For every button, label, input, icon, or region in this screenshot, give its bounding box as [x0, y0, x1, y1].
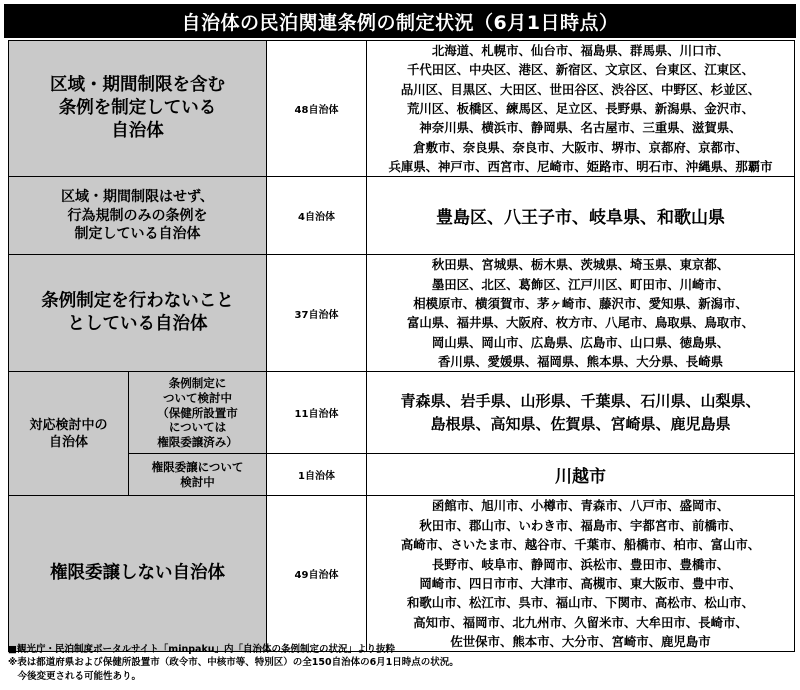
- table-row: [9, 177, 795, 255]
- municipality-count: 4自治体: [267, 177, 367, 255]
- municipality-list: 北海道、札幌市、仙台市、福島県、群馬県、川口市、 千代田区、中央区、港区、新宿区、文京区、台東区、江東区、 品川区、目黒区、大田区、世田谷区、渋谷区、中野区、杉並区、 荒川区、板橋区、練馬区、足立区、長野県、新潟県、金沢市、 神奈川県、横浜市、静岡県、名古屋市、三重県、滋賀県、 倉敷市、奈良県、奈良市、大阪市、堺市、京都府、京都市、 兵庫県、神戸市、西宮市、尼崎市、姫路市、明石市、沖縄県、那覇市: [367, 41, 795, 177]
- table-row: [9, 41, 795, 177]
- category-label: 権限委譲しない自治体: [9, 496, 267, 652]
- municipality-count: 1自治体: [267, 454, 367, 496]
- subcategory-label: 条例制定に ついて検討中 （保健所設置市 については 権限委譲済み）: [129, 372, 267, 454]
- table-row: [9, 372, 795, 454]
- table-row: [9, 496, 795, 652]
- page-title: 自治体の民泊関連条例の制定状況（6月1日時点）: [4, 4, 796, 38]
- group-label: 対応検討中の 自治体: [9, 372, 129, 496]
- municipality-list: 秋田県、宮城県、栃木県、茨城県、埼玉県、東京都、 墨田区、北区、葛飾区、江戸川区、町田市、川崎市、 相模原市、横須賀市、茅ヶ崎市、藤沢市、愛知県、新潟市、 富山県、福井県、大阪府、枚方市、八尾市、鳥取県、鳥取市、 岡山県、岡山市、広島県、広島市、山口県、徳島県、 香川県、愛媛県、福岡県、熊本県、大分県、長崎県: [367, 255, 795, 372]
- category-label: 区域・期間制限を含む 条例を制定している 自治体: [9, 41, 267, 177]
- municipality-list: 青森県、岩手県、山形県、千葉県、石川県、山梨県、 島根県、高知県、佐賀県、宮崎県、鹿児島県: [367, 372, 795, 454]
- municipality-list: 函館市、旭川市、小樽市、青森市、八戸市、盛岡市、 秋田市、郡山市、いわき市、福島市、宇都宮市、前橋市、 高崎市、さいたま市、越谷市、千葉市、船橋市、柏市、富山市、 長野市、岐阜市、静岡市、浜松市、豊田市、豊橋市、 岡崎市、四日市市、大津市、高槻市、東大阪市、豊中市、 和歌山市、松江市、呉市、福山市、下関市、高松市、松山市、 高知市、福岡市、北九州市、久留米市、大牟田市、長崎市、 佐世保市、熊本市、大分市、宮崎市、鹿児島市: [367, 496, 795, 652]
- ordinance-status-table: [8, 40, 795, 652]
- municipality-count: 11自治体: [267, 372, 367, 454]
- municipality-list: 川越市: [367, 454, 795, 496]
- scope-note: ※表は都道府県および保健所設置市（政令市、中核市等、特別区）の全150自治体の6月1日時点の状況。: [8, 657, 459, 669]
- municipality-count: 49自治体: [267, 496, 367, 652]
- municipality-count: 37自治体: [267, 255, 367, 372]
- municipality-count: 48自治体: [267, 41, 367, 177]
- table-row: [9, 255, 795, 372]
- subcategory-label: 権限委譲について 検討中: [129, 454, 267, 496]
- category-label: 区域・期間制限はせず、 行為規制のみの条例を 制定している自治体: [9, 177, 267, 255]
- municipality-list: 豊島区、八王子市、岐阜県、和歌山県: [367, 177, 795, 255]
- change-note: 今後変更される可能性あり。: [8, 670, 142, 682]
- source-note: ■観光庁・民泊制度ポータルサイト「minpaku」内「自治体の条例制定の状況」より抜粋: [8, 644, 396, 655]
- category-label: 条例制定を行わないこと としている自治体: [9, 255, 267, 372]
- footnotes: [8, 643, 794, 683]
